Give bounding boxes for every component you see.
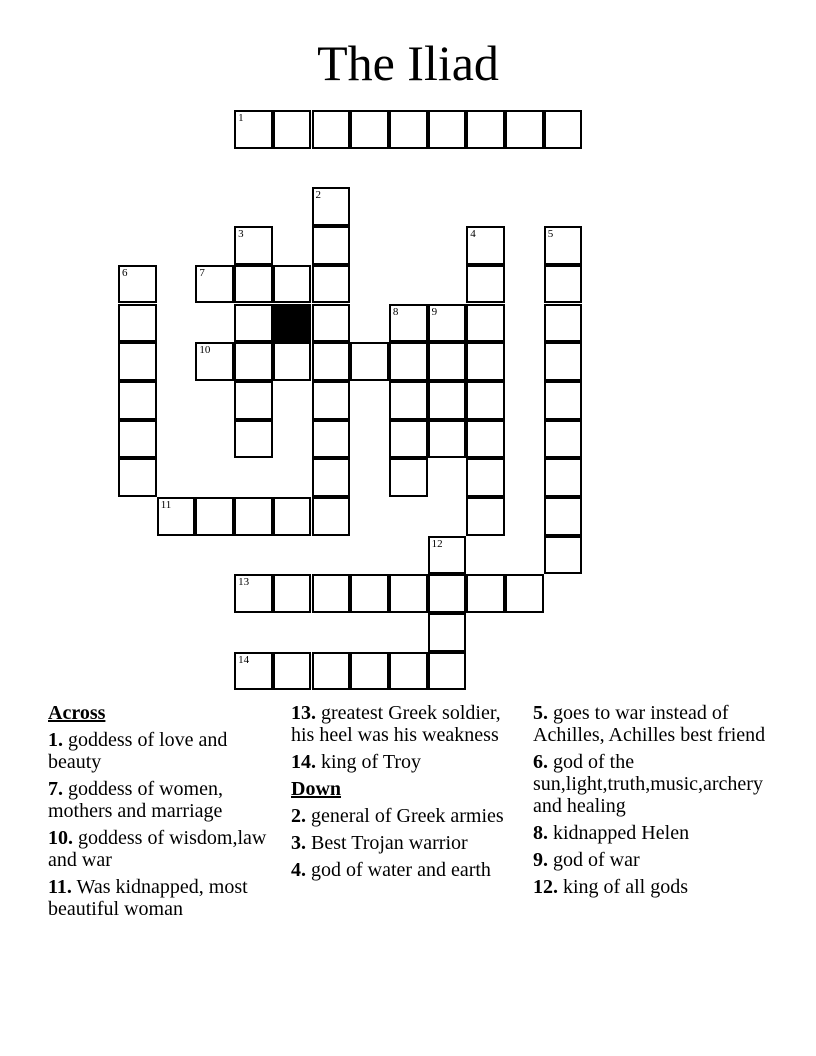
grid-cell[interactable] xyxy=(544,342,583,381)
grid-cell[interactable] xyxy=(544,226,583,265)
across-heading: Across xyxy=(48,702,106,724)
clue-item-number: 12. xyxy=(533,876,558,898)
grid-cell[interactable] xyxy=(389,342,428,381)
grid-cell[interactable] xyxy=(350,652,389,691)
clue-number: 6 xyxy=(122,266,128,279)
grid-cell[interactable] xyxy=(273,652,312,691)
grid-cell[interactable] xyxy=(312,304,351,343)
grid-cell[interactable] xyxy=(466,420,505,459)
clue-number: 11 xyxy=(160,499,172,511)
grid-cell[interactable] xyxy=(466,458,505,497)
clue-number: 7 xyxy=(199,266,205,279)
grid-cell[interactable] xyxy=(118,265,157,304)
grid-cell[interactable] xyxy=(195,497,234,536)
grid-cell[interactable] xyxy=(544,497,583,536)
grid-cell[interactable] xyxy=(350,342,389,381)
grid-cell[interactable] xyxy=(428,652,467,691)
clue-number: 10 xyxy=(199,344,211,357)
grid-cell[interactable] xyxy=(234,304,273,343)
grid-cell[interactable] xyxy=(312,226,351,265)
grid-cell[interactable] xyxy=(234,497,273,536)
clue-number: 13 xyxy=(238,576,250,589)
clue-number: 9 xyxy=(431,305,438,318)
grid-cell[interactable] xyxy=(234,226,273,265)
clue-number: 5 xyxy=(547,228,554,241)
grid-cell[interactable] xyxy=(118,420,157,459)
grid-cell[interactable] xyxy=(312,110,351,149)
clue-number: 12 xyxy=(431,537,443,550)
clue-number: 4 xyxy=(470,228,476,241)
clue-item-number: 5. xyxy=(533,702,548,724)
clue-item-number: 7. xyxy=(48,778,63,800)
clue-item: 1. goddess of love and beauty xyxy=(48,729,228,773)
grid-cell[interactable] xyxy=(544,265,583,304)
clue-item-number: 2. xyxy=(291,805,306,827)
grid-cell[interactable] xyxy=(350,110,389,149)
grid-cell[interactable] xyxy=(312,420,351,459)
clue-number: 3 xyxy=(238,228,244,241)
grid-cell[interactable] xyxy=(544,381,583,420)
page-title: The Iliad xyxy=(317,35,499,91)
clue-item: 6. god of the sun,light,truth,music,archery and healing xyxy=(533,751,763,817)
clue-item: 7. goddess of women, mothers and marriage xyxy=(48,778,223,822)
clue-item-number: 13. xyxy=(291,702,316,724)
grid-cell[interactable] xyxy=(466,381,505,420)
grid-cell[interactable] xyxy=(234,420,273,459)
grid-cell[interactable] xyxy=(389,110,428,149)
down-heading: Down xyxy=(291,778,342,800)
grid-cell[interactable] xyxy=(466,110,505,149)
grid-cell[interactable] xyxy=(312,265,351,304)
clue-item-number: 10. xyxy=(48,827,73,849)
grid-cell[interactable] xyxy=(389,458,428,497)
clue-item: 3. Best Trojan warrior xyxy=(291,832,468,854)
clue-item-number: 14. xyxy=(291,751,316,773)
grid-cell[interactable] xyxy=(273,110,312,149)
clue-item: 5. goes to war instead of Achilles, Achilles best friend xyxy=(533,702,766,746)
clue-item: 12. king of all gods xyxy=(533,876,688,898)
grid-cell[interactable] xyxy=(234,265,273,304)
clue-item-number: 9. xyxy=(533,849,548,871)
grid-cell[interactable] xyxy=(157,497,196,536)
clue-item-number: 6. xyxy=(533,751,548,773)
grid-cell[interactable] xyxy=(234,381,273,420)
grid-cell[interactable] xyxy=(428,342,467,381)
grid-cell[interactable] xyxy=(118,342,157,381)
grid-cell[interactable] xyxy=(118,458,157,497)
grid-cell[interactable] xyxy=(505,110,544,149)
grid-cell[interactable] xyxy=(312,458,351,497)
clue-item: 8. kidnapped Helen xyxy=(533,822,690,844)
grid-cell[interactable] xyxy=(273,574,312,613)
grid-cell[interactable] xyxy=(466,304,505,343)
grid-cell[interactable] xyxy=(234,574,273,613)
grid-cell[interactable] xyxy=(544,536,583,575)
grid-cell[interactable] xyxy=(118,304,157,343)
grid-cell[interactable] xyxy=(389,420,428,459)
grid-cell[interactable] xyxy=(234,342,273,381)
clue-number: 1 xyxy=(238,112,244,124)
grid-cell[interactable] xyxy=(389,304,428,343)
clue-item-number: 4. xyxy=(291,859,306,881)
clue-item: 11. Was kidnapped, most beautiful woman xyxy=(48,876,248,920)
grid-cell[interactable] xyxy=(505,574,544,613)
grid-cell[interactable] xyxy=(466,265,505,304)
grid-cell[interactable] xyxy=(312,381,351,420)
clue-column-2 xyxy=(291,702,516,886)
clue-item: 14. king of Troy xyxy=(291,751,422,773)
grid-cell[interactable] xyxy=(544,420,583,459)
grid-cell[interactable] xyxy=(312,187,351,226)
grid-cell[interactable] xyxy=(312,342,351,381)
grid-cell[interactable] xyxy=(428,381,467,420)
grid-cell[interactable] xyxy=(312,574,351,613)
black-cell xyxy=(273,304,312,343)
grid-cell[interactable] xyxy=(195,342,234,381)
grid-cell[interactable] xyxy=(234,652,273,691)
grid-cell[interactable] xyxy=(389,381,428,420)
grid-cell[interactable] xyxy=(118,381,157,420)
grid-cell[interactable] xyxy=(195,265,234,304)
clue-number: 2 xyxy=(315,189,321,202)
clue-number: 8 xyxy=(392,305,399,318)
clue-item-number: 8. xyxy=(533,822,548,844)
clue-item: 9. god of war xyxy=(533,849,640,871)
grid-cell[interactable] xyxy=(428,536,467,575)
grid-cell[interactable] xyxy=(428,613,467,652)
clue-item-number: 11. xyxy=(48,876,72,898)
grid-cell[interactable] xyxy=(466,342,505,381)
grid-cell[interactable] xyxy=(544,110,583,149)
clue-item: 2. general of Greek armies xyxy=(291,805,504,827)
clue-item: 10. goddess of wisdom,law and war xyxy=(48,827,267,871)
grid-cell[interactable] xyxy=(428,574,467,613)
grid-cell[interactable] xyxy=(428,110,467,149)
clue-number: 14 xyxy=(238,653,250,666)
grid-cell[interactable] xyxy=(544,304,583,343)
clue-item-number: 1. xyxy=(48,729,63,751)
clue-item-number: 3. xyxy=(291,832,306,854)
grid-cell[interactable] xyxy=(428,420,467,459)
grid-cell[interactable] xyxy=(466,226,505,265)
grid-cell[interactable] xyxy=(389,574,428,613)
clue-column-1 xyxy=(48,702,273,925)
grid-cell[interactable] xyxy=(273,265,312,304)
grid-cell[interactable] xyxy=(350,574,389,613)
grid-cell[interactable] xyxy=(312,497,351,536)
grid-cell[interactable] xyxy=(389,652,428,691)
grid-cell[interactable] xyxy=(428,304,467,343)
grid-cell[interactable] xyxy=(312,652,351,691)
clue-item: 4. god of water and earth xyxy=(291,859,491,881)
grid-cell[interactable] xyxy=(234,110,273,149)
grid-cell[interactable] xyxy=(466,574,505,613)
grid-cell[interactable] xyxy=(544,458,583,497)
clue-item: 13. greatest Greek soldier, his heel was his weakness xyxy=(291,702,501,746)
grid-cell[interactable] xyxy=(273,497,312,536)
clue-column-3 xyxy=(533,702,771,903)
grid-cell[interactable] xyxy=(466,497,505,536)
grid-cell[interactable] xyxy=(273,342,312,381)
